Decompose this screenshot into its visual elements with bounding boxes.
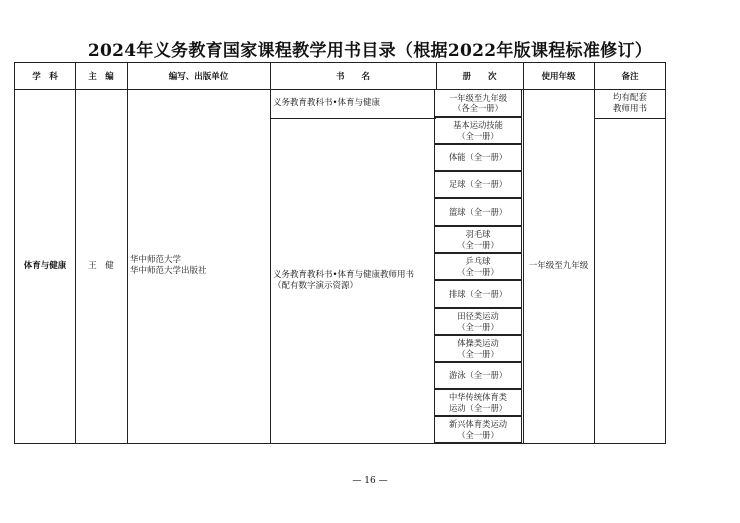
volume-text: 体操类运动 (457, 338, 499, 348)
volume-cell (434, 362, 522, 389)
page-number: — 16 — (352, 476, 388, 486)
volume-cell (434, 117, 522, 144)
volume-text: 中华传统体育类 (448, 392, 508, 402)
volume-cell (434, 389, 522, 416)
volume-text: （全一册） (457, 239, 499, 250)
volume-text: 一年级至九年级 (448, 92, 508, 103)
volume-text: 体能（全一册） (448, 152, 508, 163)
subject-cell: 体育与健康 (23, 260, 67, 271)
volume-text: （全一册） (457, 321, 499, 332)
book-name-line: 义务教育教科书•体育与健康教师用书 (273, 269, 415, 280)
book-name-textbook: 义务教育教科书•体育与健康 (273, 98, 381, 108)
remark-cell (594, 89, 666, 118)
catalog-table (14, 62, 666, 444)
publisher-line: 华中师范大学 (130, 255, 182, 265)
header-remark: 备注 (621, 72, 639, 82)
volume-text: 乒乓球 (465, 256, 491, 266)
volume-cell (434, 171, 522, 198)
volume-text: 运动（全一册） (448, 402, 508, 413)
volume-text: 羽毛球 (465, 229, 491, 239)
remark-row-divider (594, 118, 665, 119)
volume-text: 新兴体育类运动 (448, 419, 508, 429)
header-volume: 册 次 (462, 72, 497, 82)
header-editor: 主 编 (88, 72, 114, 82)
editor-cell: 王 健 (88, 260, 114, 271)
volume-cell (434, 308, 522, 335)
volume-text: 排球（全一册） (448, 288, 508, 299)
volume-text: 足球（全一册） (448, 179, 508, 190)
volume-cell (434, 89, 522, 117)
col-divider (594, 63, 595, 443)
remark-line: 均有配套 (612, 92, 647, 103)
publisher-line: 华中师范大学出版社 (130, 266, 207, 276)
volume-cell (434, 335, 522, 362)
col-divider (436, 63, 437, 89)
volume-text: （全一册） (457, 348, 499, 359)
header-grade: 使用年级 (541, 72, 576, 82)
volume-text: （全一册） (457, 130, 499, 141)
volume-cell (434, 253, 522, 280)
volume-cell (434, 226, 522, 253)
volume-text: （全一册） (457, 429, 499, 440)
volume-cell (434, 280, 522, 308)
book-name-teacher-guide (270, 118, 436, 443)
volume-cell (434, 198, 522, 226)
volume-text: 游泳（全一册） (448, 370, 508, 381)
header-compiler-publisher: 编写、出版单位 (168, 72, 229, 82)
remark-line: 教师用书 (612, 103, 647, 114)
volume-cell (434, 144, 522, 171)
volume-text: （全一册） (457, 266, 499, 277)
volume-cell (434, 416, 522, 443)
volume-text: 田径类运动 (457, 311, 499, 321)
volume-text: 篮球（全一册） (448, 206, 508, 217)
document-title: 2024年义务教育国家课程教学用书目录（根据2022年版课程标准修订） (87, 41, 653, 61)
header-subject: 学 科 (32, 72, 58, 82)
book-name-line: （配有数字演示资源） (273, 280, 359, 291)
publisher-cell (127, 89, 270, 443)
grade-cell: 一年级至九年级 (528, 260, 589, 271)
volume-text: 基本运动技能 (453, 120, 503, 130)
header-book-name: 书 名 (335, 72, 370, 82)
volume-text: （各全一册） (453, 103, 503, 113)
